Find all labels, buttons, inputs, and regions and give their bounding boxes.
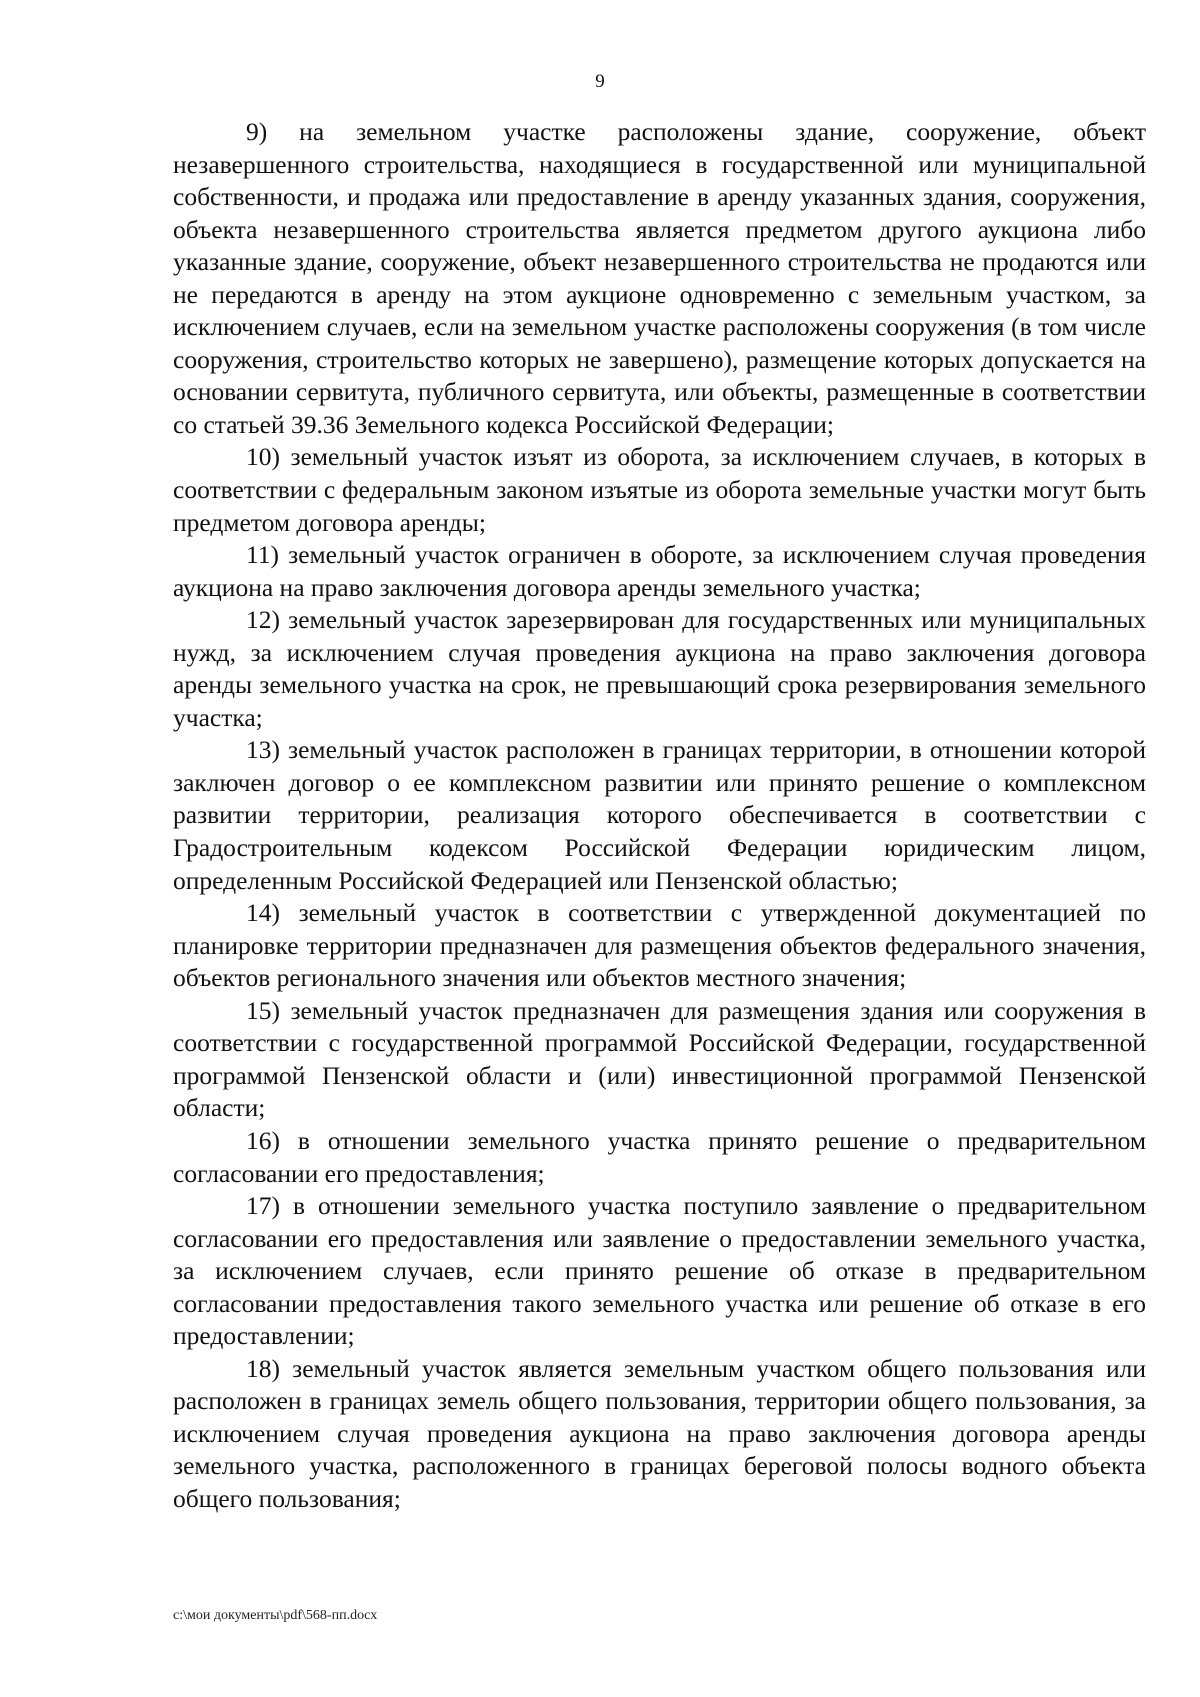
footer-file-path: c:\мои документы\pdf\568-пп.docx xyxy=(173,1608,378,1623)
paragraph-item-17: 17) в отношении земельного участка поступило заявление о предварительном согласовании его предоставления или заявление о предоставлении земельного участка, за исключением случаев, если принято решение об отказе в предварительном согласовании предоставления такого земельного участка или решение об отказе в его предоставлении; xyxy=(173,1191,1146,1351)
paragraph-item-15: 15) земельный участок предназначен для размещения здания или сооружения в соответствии с государственной программой Российской Федерации, государственной программой Пензенской области и (или) инвестиционной программой Пензенской области; xyxy=(173,995,1146,1123)
paragraph-item-12: 12) земельный участок зарезервирован для государственных или муниципальных нужд, за исключением случая проведения аукциона на право заключения договора аренды земельного участка на срок, не превышающий срока резервирования земельного участка; xyxy=(173,605,1146,732)
paragraph-item-10: 10) земельный участок изъят из оборота, за исключением случаев, в которых в соответствии с федеральным законом изъятые из оборота земельные участки могут быть предметом договора аренды; xyxy=(173,442,1146,537)
paragraph-item-14: 14) земельный участок в соответствии с утвержденной документацией по планировке территории предназначен для размещения объектов федерального значения, объектов регионального значения или объектов местного значения; xyxy=(173,898,1146,993)
paragraph-item-18: 18) земельный участок является земельным участком общего пользования или расположен в границах земель общего пользования, территории общего пользования, за исключением случая проведения аукциона на право заключения договора аренды земельного участка, расположенного в границах береговой полосы водного объекта общего пользования; xyxy=(173,1353,1146,1513)
page-number: 9 xyxy=(595,71,605,92)
document-body xyxy=(173,116,1146,1516)
paragraph-item-16: 16) в отношении земельного участка принято решение о предварительном согласовании его предоставления; xyxy=(173,1125,1146,1188)
paragraph-item-13: 13) земельный участок расположен в границах территории, в отношении которой заключен договор о ее комплексном развитии или принято решение о комплексном развитии территории, реализация которого обеспечивается в соответствии с Градостроительным кодексом Российской Федерации юридическим лицом, определенным Российской Федерацией или Пензенской областью; xyxy=(173,735,1146,895)
paragraph-item-9: 9) на земельном участке расположены здание, сооружение, объект незавершенного строительства, находящиеся в государственной или муниципальной собственности, и продажа или предоставление в аренду указанных здания, сооружения, объекта незавершенного строительства является предметом другого аукциона либо указанные здание, сооружение, объект незавершенного строительства не продаются или не передаются в аренду на этом аукционе одновременно с земельным участком, за исключением случаев, если на земельном участке расположены сооружения (в том числе сооружения, строительство которых не завершено), размещение которых допускается на основании сервитута, публичного сервитута, или объекты, размещенные в соответствии со статьей 39.36 Земельного кодекса Российской Федерации; xyxy=(173,117,1146,439)
paragraph-item-11: 11) земельный участок ограничен в обороте, за исключением случая проведения аукциона на право заключения договора аренды земельного участка; xyxy=(173,540,1146,602)
